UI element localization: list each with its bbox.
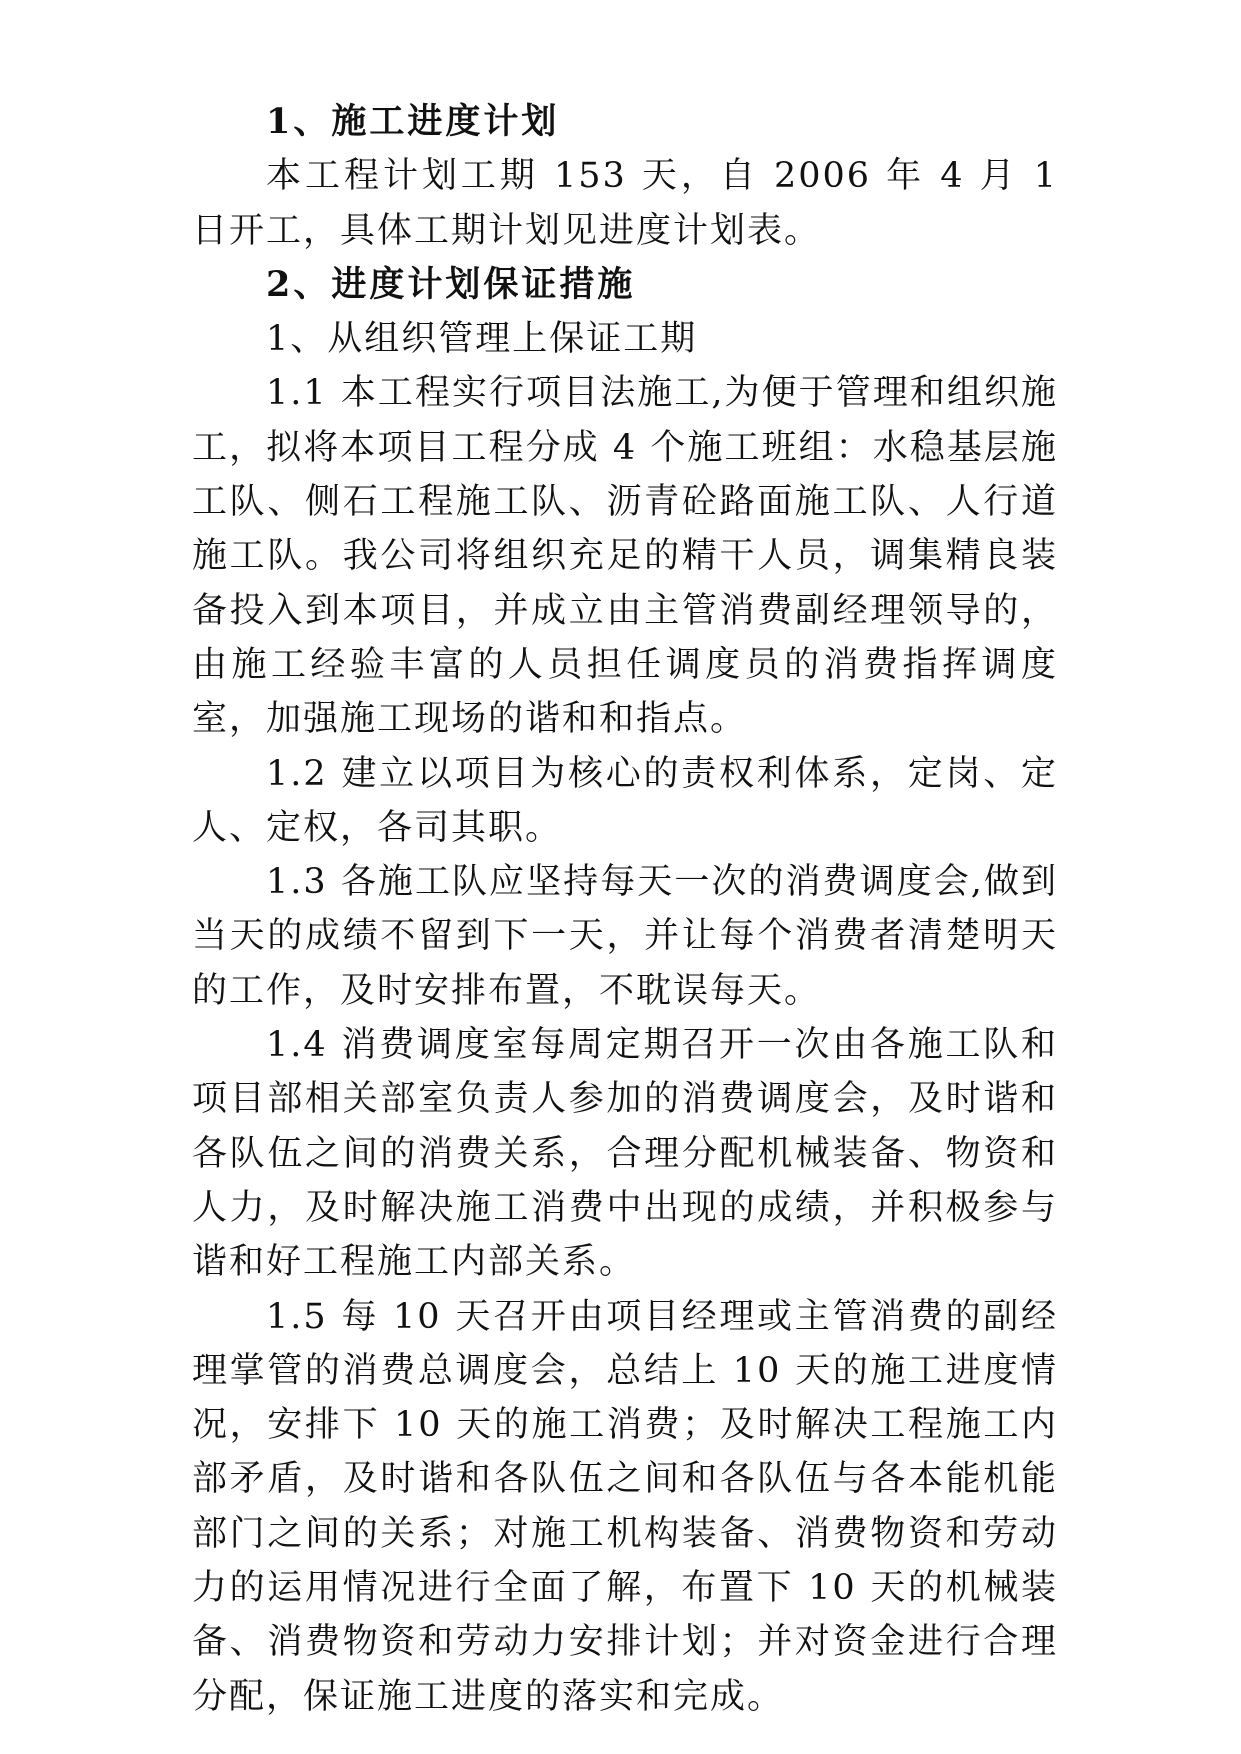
- paragraph-item-1-3: 1.3 各施工队应坚持每天一次的消费调度会,做到当天的成绩不留到下一天，并让每个消费者清楚明天的工作，及时安排布置，不耽误每天。: [192, 862, 1058, 1011]
- paragraph-schedule-intro: 本工程计划工期 153 天，自 2006 年 4 月 1 日开工，具体工期计划见进度计划表。: [192, 156, 1058, 251]
- section-heading-schedule: 1、施工进度计划: [266, 101, 560, 142]
- paragraph-item-1-2: 1.2 建立以项目为核心的责权利体系，定岗、定人、定权，各司其职。: [192, 753, 1058, 848]
- document-page: [192, 95, 1058, 1724]
- paragraph-item-1-1: 1.1 本工程实行项目法施工,为便于管理和组织施工，拟将本项目工程分成 4 个施工班组：水稳基层施工队、侧石工程施工队、沥青砼路面施工队、人行道施工队。我公司将组织充足的精干人员，调集精良装备投入到本项目，并成立由主管消费副经理领导的，由施工经验丰富的人员担任调度员的消费指挥调度室，加强施工现场的谐和和指点。: [192, 373, 1058, 740]
- section-heading-measures: 2、进度计划保证措施: [266, 263, 636, 305]
- paragraph-item-1-5: 1.5 每 10 天召开由项目经理或主管消费的副经理掌管的消费总调度会，总结上 10 天的施工进度情况，安排下 10 天的施工消费；及时解决工程施工内部矛盾，及时谐和各队伍之间和各队伍与各本能机能部门之间的关系；对施工机构装备、消费物资和劳动力的运用情况进行全面了解，布置下 10 天的机械装备、消费物资和劳动力安排计划；并对资金进行合理分配，保证施工进度的落实和完成。: [192, 1296, 1058, 1717]
- subheading-organization: 1、从组织管理上保证工期: [266, 319, 698, 360]
- paragraph-item-1-4: 1.4 消费调度室每周定期召开一次由各施工队和项目部相关部室负责人参加的消费调度会，及时谐和各队伍之间的消费关系，合理分配机械装备、物资和人力，及时解决施工消费中出现的成绩，并积极参与谐和好工程施工内部关系。: [192, 1025, 1058, 1283]
